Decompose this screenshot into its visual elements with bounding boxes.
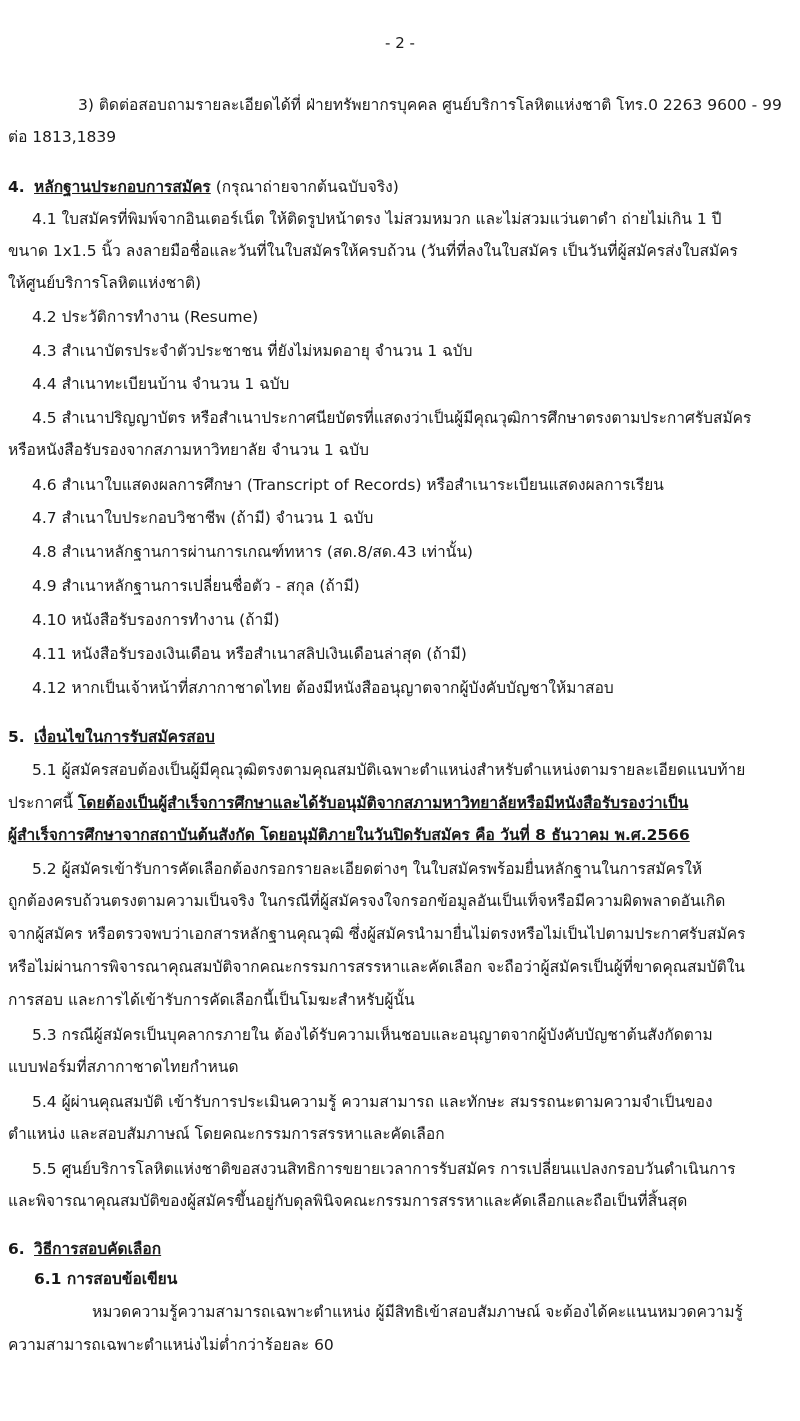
section-5-heading bbox=[8, 726, 215, 748]
item-5-3-line-1: 5.3 กรณีผู้สมัครเป็นบุคลากรภายใน ต้องได้รับความเห็นชอบและอนุญาตจากผู้บังคับบัญชาต้นสังกัดตาม bbox=[32, 1026, 713, 1044]
item-4-1-line-1: 4.1 ใบสมัครที่พิมพ์จากอินเตอร์เน็ต ให้ติดรูปหน้าตรง ไม่สวมหมวก และไม่สวมแว่นตาดำ ถ่ายไม่เกิน 1 ปี bbox=[32, 210, 722, 228]
section-6-title: วิธีการสอบคัดเลือก bbox=[34, 1240, 162, 1258]
section-5-title: เงื่อนไขในการรับสมัครสอบ bbox=[34, 728, 215, 746]
item-5-3-line-2: แบบฟอร์มที่สภากาชาดไทยกำหนด bbox=[8, 1058, 239, 1076]
item-5-4-line-2: ตำแหน่ง และสอบสัมภาษณ์ โดยคณะกรรมการสรรหาและคัดเลือก bbox=[8, 1125, 445, 1143]
item-5-1-line-3: ผู้สำเร็จการศึกษาจากสถาบันต้นสังกัด โดยอนุมัติภายในวันปิดรับสมัคร คือ วันที่ 8 ธันวาคม พ.ศ.2566 bbox=[8, 826, 690, 844]
section-4-heading bbox=[8, 176, 399, 198]
item-5-5-line-2: และพิจารณาคุณสมบัติของผู้สมัครขึ้นอยู่กับดุลพินิจคณะกรรมการสรรหาและคัดเลือกและถือเป็นที่สิ้นสุด bbox=[8, 1192, 688, 1210]
item-5-2-line-1: 5.2 ผู้สมัครเข้ารับการคัดเลือกต้องกรอกรายละเอียดต่างๆ ในใบสมัครพร้อมยื่นหลักฐานในการสมัครให้ bbox=[32, 860, 703, 878]
item-4-10: 4.10 หนังสือรับรองการทำงาน (ถ้ามี) bbox=[32, 611, 280, 629]
item-4-5-line-1: 4.5 สำเนาปริญญาบัตร หรือสำเนาประกาศนียบัตรที่แสดงว่าเป็นผู้มีคุณวุฒิการศึกษาตรงตามประกาศรับสมัคร bbox=[32, 409, 752, 427]
item-4-9: 4.9 สำเนาหลักฐานการเปลี่ยนชื่อตัว - สกุล (ถ้ามี) bbox=[32, 577, 360, 595]
item-4-8: 4.8 สำเนาหลักฐานการผ่านการเกณฑ์ทหาร (สด.8/สด.43 เท่านั้น) bbox=[32, 543, 473, 561]
section-6-heading bbox=[8, 1238, 161, 1260]
item-5-2-line-3: จากผู้สมัคร หรือตรวจพบว่าเอกสารหลักฐานคุณวุฒิ ซึ่งผู้สมัครนำมายื่นไม่ตรงหรือไม่เป็นไปตามประกาศรับสมัคร bbox=[8, 925, 746, 943]
item-4-3: 4.3 สำเนาบัตรประจำตัวประชาชน ที่ยังไม่หมดอายุ จำนวน 1 ฉบับ bbox=[32, 342, 473, 360]
item-4-7: 4.7 สำเนาใบประกอบวิชาชีพ (ถ้ามี) จำนวน 1 ฉบับ bbox=[32, 509, 374, 527]
page-number: - 2 - bbox=[385, 34, 415, 52]
section-6-paragraph-line-2: ความสามารถเฉพาะตำแหน่งไม่ต่ำกว่าร้อยละ 60 bbox=[8, 1336, 334, 1354]
item-4-2: 4.2 ประวัติการทำงาน (Resume) bbox=[32, 308, 259, 326]
section-6-number: 6. bbox=[8, 1240, 25, 1258]
item-5-4-line-1: 5.4 ผู้ผ่านคุณสมบัติ เข้ารับการประเมินความรู้ ความสามารถ และทักษะ สมรรถนะตามความจำเป็นของ bbox=[32, 1093, 713, 1111]
item-4-1-line-3: ให้ศูนย์บริการโลหิตแห่งชาติ) bbox=[8, 274, 202, 292]
item-5-1-line-1: 5.1 ผู้สมัครสอบต้องเป็นผู้มีคุณวุฒิตรงตามคุณสมบัติเฉพาะตำแหน่งสำหรับตำแหน่งตามรายละเอียดแนบท้าย bbox=[32, 761, 746, 779]
section-5-number: 5. bbox=[8, 728, 25, 746]
item-5-5-line-1: 5.5 ศูนย์บริการโลหิตแห่งชาติขอสงวนสิทธิการขยายเวลาการรับสมัคร การเปลี่ยนแปลงกรอบวันดำเนินการ bbox=[32, 1160, 736, 1178]
section-4-title: หลักฐานประกอบการสมัคร bbox=[34, 178, 211, 196]
contact-line-2: ต่อ 1813,1839 bbox=[8, 128, 117, 146]
item-5-2-line-4: หรือไม่ผ่านการพิจารณาคุณสมบัติจากคณะกรรมการสรรหาและคัดเลือก จะถือว่าผู้สมัครเป็นผู้ที่ขาดคุณสมบัติใน bbox=[8, 958, 745, 976]
item-5-1-line-2 bbox=[8, 792, 688, 814]
item-5-2-line-5: การสอบ และการได้เข้ารับการคัดเลือกนี้เป็นโมฆะสำหรับผู้นั้น bbox=[8, 991, 415, 1009]
contact-line-1: 3) ติดต่อสอบถามรายละเอียดได้ที่ ฝ่ายทรัพยากรบุคคล ศูนย์บริการโลหิตแห่งชาติ โทร.0 2263 9600 - 99 bbox=[78, 96, 782, 114]
item-4-6: 4.6 สำเนาใบแสดงผลการศึกษา (Transcript of Records) หรือสำเนาระเบียนแสดงผลการเรียน bbox=[32, 476, 664, 494]
item-4-4: 4.4 สำเนาทะเบียนบ้าน จำนวน 1 ฉบับ bbox=[32, 375, 290, 393]
item-5-1-line-2-plain: ประกาศนี้ bbox=[8, 794, 78, 812]
item-4-5-line-2: หรือหนังสือรับรองจากสภามหาวิทยาลัย จำนวน 1 ฉบับ bbox=[8, 441, 369, 459]
item-4-1-line-2: ขนาด 1x1.5 นิ้ว ลงลายมือชื่อและวันที่ในใบสมัครให้ครบถ้วน (วันที่ที่ลงในใบสมัคร เป็นวันที่ผู้สมัครส่งใบสมัคร bbox=[8, 242, 738, 260]
item-5-1-line-2-emphasis: โดยต้องเป็นผู้สำเร็จการศึกษาและได้รับอนุมัติจากสภามหาวิทยาลัยหรือมีหนังสือรับรองว่าเป็น bbox=[77, 794, 689, 812]
section-4-number: 4. bbox=[8, 178, 25, 196]
section-6-paragraph-line-1: หมวดความรู้ความสามารถเฉพาะตำแหน่ง ผู้มีสิทธิเข้าสอบสัมภาษณ์ จะต้องได้คะแนนหมวดความรู้ bbox=[92, 1303, 743, 1321]
item-4-11: 4.11 หนังสือรับรองเงินเดือน หรือสำเนาสลิปเงินเดือนล่าสุด (ถ้ามี) bbox=[32, 645, 467, 663]
section-4-note: (กรุณาถ่ายจากต้นฉบับจริง) bbox=[210, 178, 399, 196]
subsection-6-1-title: 6.1 การสอบข้อเขียน bbox=[34, 1270, 178, 1288]
item-5-2-line-2: ถูกต้องครบถ้วนตรงตามความเป็นจริง ในกรณีที่ผู้สมัครจงใจกรอกข้อมูลอันเป็นเท็จหรือมีความผิดพลาดอันเกิด bbox=[8, 892, 726, 910]
item-4-12: 4.12 หากเป็นเจ้าหน้าที่สภากาชาดไทย ต้องมีหนังสืออนุญาตจากผู้บังคับบัญชาให้มาสอบ bbox=[32, 679, 614, 697]
